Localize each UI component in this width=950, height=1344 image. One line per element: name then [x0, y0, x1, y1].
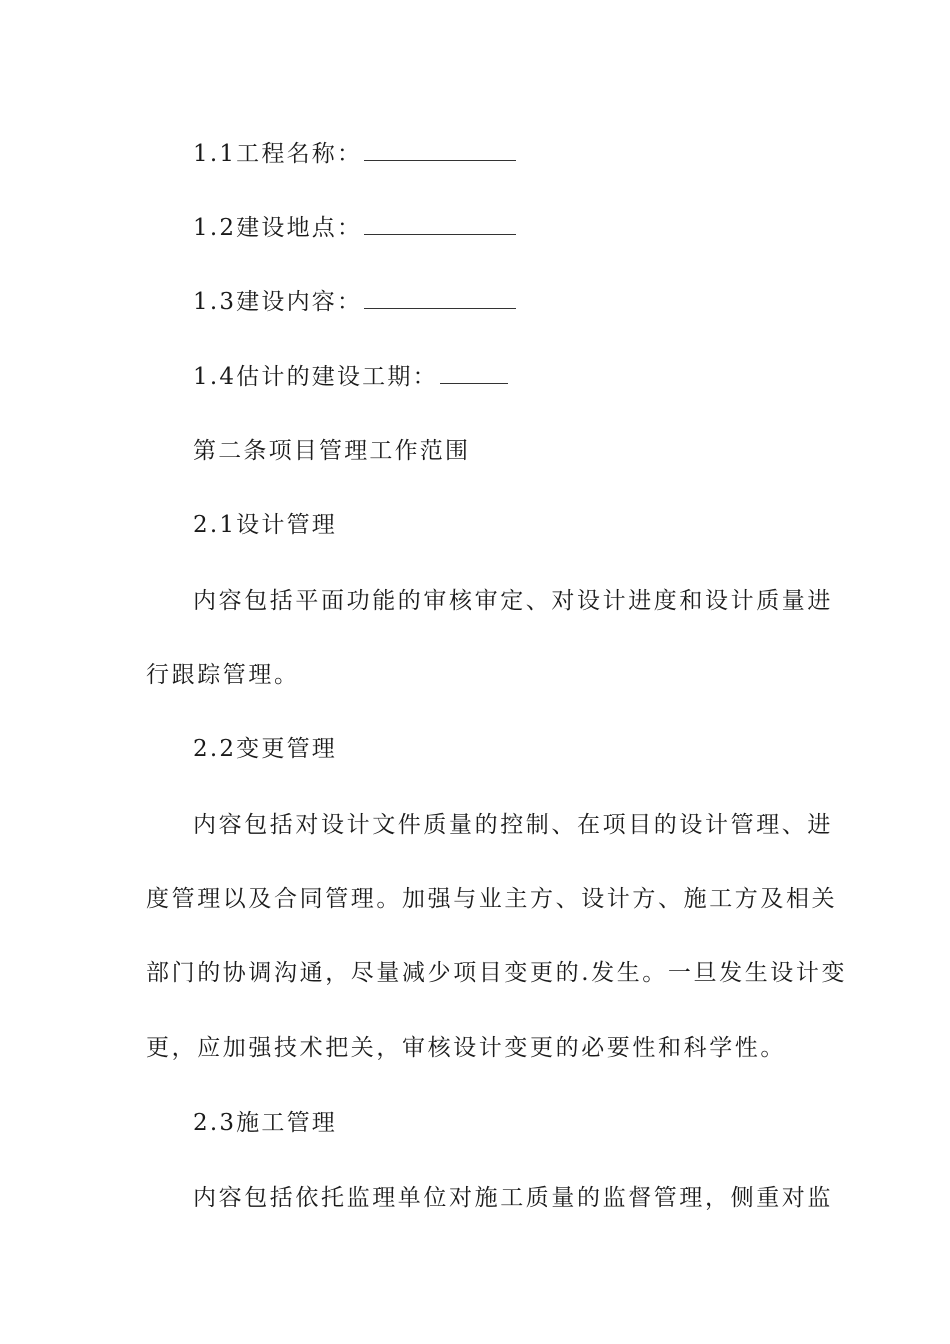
blank-underline — [364, 307, 516, 309]
paragraph-line: 行跟踪管理。 — [146, 662, 300, 688]
field-construction-period — [193, 362, 508, 392]
section-heading-2-1: 2.1设计管理 — [193, 512, 337, 538]
field-label: 1.4估计的建设工期： — [193, 364, 438, 390]
blank-underline — [364, 233, 516, 235]
blank-underline — [440, 382, 508, 384]
paragraph-line: 内容包括对设计文件质量的控制、在项目的设计管理、进 — [193, 812, 833, 838]
field-construction-content — [193, 287, 516, 317]
field-construction-site — [193, 213, 516, 243]
blank-underline — [364, 159, 516, 161]
field-label: 1.3建设内容： — [193, 289, 363, 315]
field-project-name — [193, 139, 516, 169]
paragraph-line: 更，应加强技术把关，审核设计变更的必要性和科学性。 — [146, 1035, 786, 1061]
section-heading-2-3: 2.3施工管理 — [193, 1110, 337, 1136]
field-label: 1.1工程名称： — [193, 141, 363, 167]
article-heading: 第二条项目管理工作范围 — [193, 438, 471, 464]
section-heading-2-2: 2.2变更管理 — [193, 736, 337, 762]
paragraph-line: 内容包括平面功能的审核审定、对设计进度和设计质量进 — [193, 588, 833, 614]
paragraph-line: 内容包括依托监理单位对施工质量的监督管理，侧重对监 — [193, 1185, 833, 1211]
paragraph-line: 度管理以及合同管理。加强与业主方、设计方、施工方及相关 — [146, 886, 838, 912]
field-label: 1.2建设地点： — [193, 215, 363, 241]
paragraph-line: 部门的协调沟通，尽量减少项目变更的.发生。一旦发生设计变 — [146, 960, 848, 986]
